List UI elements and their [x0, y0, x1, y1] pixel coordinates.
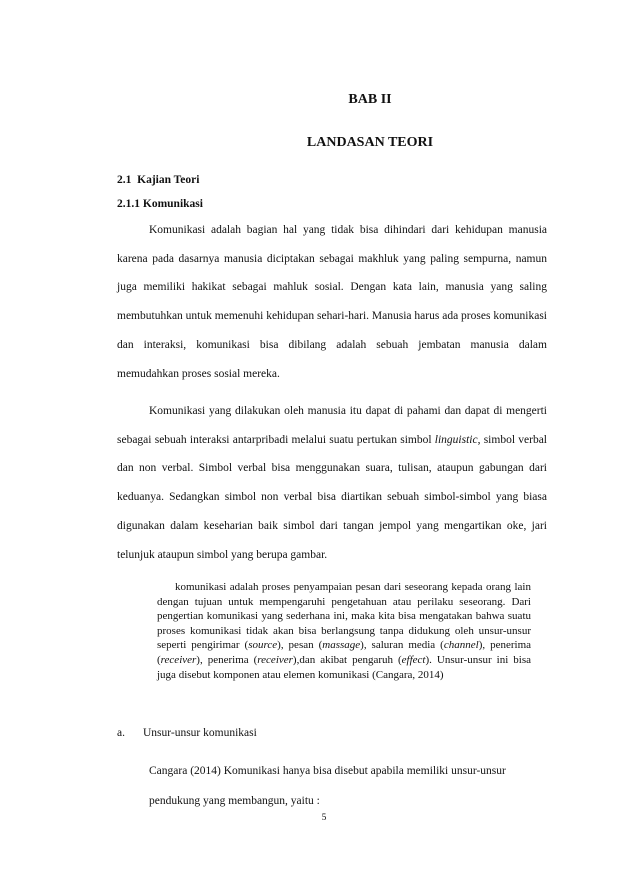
quote-text-3: ), saluran media (	[360, 639, 444, 652]
paragraph-3	[149, 756, 547, 816]
quote-italic-massage: massage	[322, 639, 361, 652]
quote-italic-source: source	[248, 639, 278, 652]
paragraph-3-line-2: pendukung yang membangun, yaitu :	[149, 795, 320, 807]
paragraph-3-line-1: Cangara (2014) Komunikasi hanya bisa disebut apabila memiliki unsur-unsur	[149, 765, 506, 777]
quote-italic-effect: effect	[401, 653, 426, 666]
chapter-title: LANDASAN TEORI	[306, 135, 434, 150]
quote-text-6: ),dan akibat pengaruh (	[292, 653, 402, 666]
paragraph-1	[117, 216, 547, 388]
paragraph-2-text-b: , simbol verbal dan non verbal. Simbol verbal bisa menggunakan suara, tulisan, ataupun gabungan dari keduanya. Sedangkan simbol non verbal bisa diartikan sebuah simbol-simbol yang biasa digunakan dalam keseharian baik simbol dari tangan jempol yang mengartikan oke, jari telunjuk ataupun simbol yang berupa gambar.	[117, 433, 547, 561]
paragraph-1-text: Komunikasi adalah bagian hal yang tidak bisa dihindari dari kehidupan manusia karena pada dasarnya manusia diciptakan sebagai makhluk yang paling sempurna, namun juga memiliki hakikat sebagai mahluk sosial. Dengan kata lain, manusia yang saling membutuhkan untuk memenuhi kehidupan sehari-hari. Manusia harus ada proses komunikasi dan interaksi, komunikasi bisa dibilang adalah sebuah jembatan manusia dalam memudahkan proses sosial mereka.	[117, 224, 547, 380]
quote-italic-receiver-2: receiver	[257, 653, 293, 666]
subsection-heading-komunikasi: 2.1.1 Komunikasi	[117, 198, 203, 210]
list-marker: a.	[117, 727, 125, 739]
section-heading-kajian-teori: 2.1 Kajian Teori	[117, 174, 200, 186]
quote-text-7: ). Unsur-unsur ini bisa juga disebut komponen atau elemen komunikasi (Cangara, 2014)	[157, 653, 532, 681]
quote-text-2: ), pesan (	[277, 639, 323, 652]
chapter-number: BAB II	[348, 92, 392, 107]
quote-text-4: ), penerima (	[157, 639, 532, 666]
paragraph-2-text-a: Komunikasi yang dilakukan oleh manusia itu dapat di pahami dan dapat di mengerti sebagai sebuah interaksi antarpribadi melalui suatu pertukan simbol	[117, 405, 547, 446]
list-item-unsur	[117, 727, 257, 739]
quote-text-5: ), penerima (	[196, 653, 258, 666]
paragraph-2	[117, 397, 547, 569]
list-item-text: Unsur-unsur komunikasi	[143, 727, 257, 739]
quote-italic-channel: channel	[443, 639, 479, 652]
quote-text-1: komunikasi adalah proses penyampaian pesan dari seseorang kepada orang lain dengan tujuan untuk mempengaruhi pengetahuan atau perilaku seseorang. Dari pengertian komunikasi yang sederhana ini, maka kita bisa mengatakan bahwa suatu proses komunikasi tidak akan bisa berlangsung tanpa didukung oleh unsur-unsur seperti pengirimar (	[157, 581, 531, 652]
page-number: 5	[321, 813, 327, 823]
paragraph-2-italic: linguistic	[434, 433, 478, 446]
block-quote	[157, 580, 531, 682]
quote-italic-receiver: receiver	[160, 653, 197, 666]
